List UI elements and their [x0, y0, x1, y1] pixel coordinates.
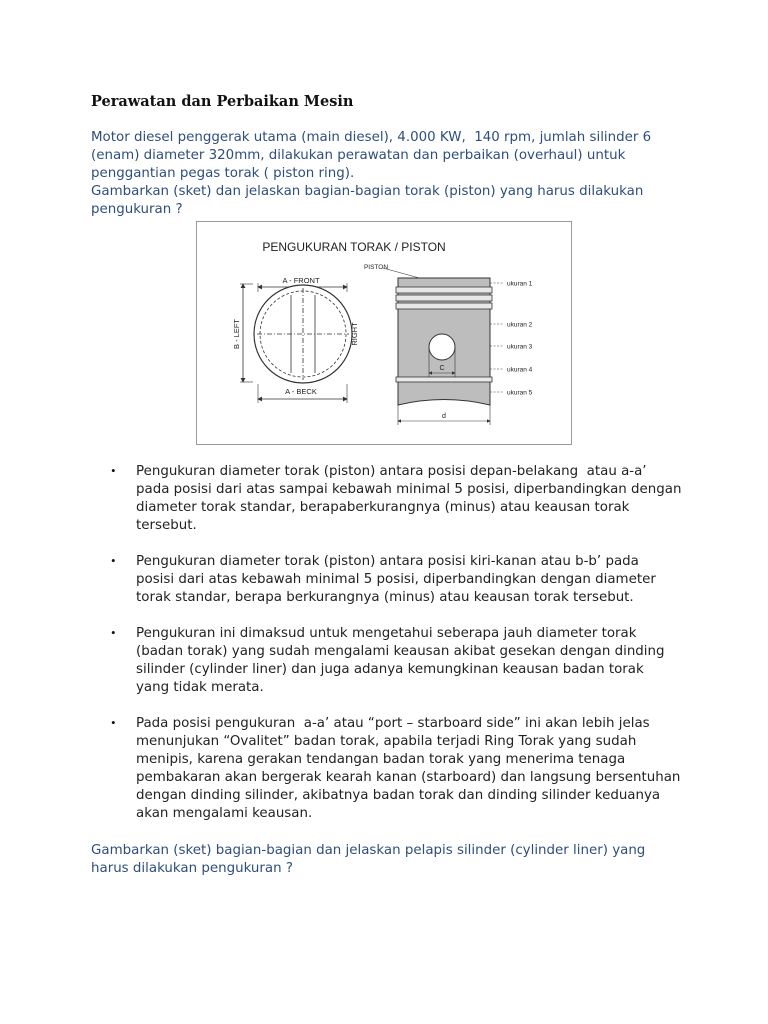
- outro-paragraph: [91, 842, 691, 878]
- intro-line: (enam) diameter 320mm, dilakukan perawatan dan perbaikan (overhaul) untuk: [91, 148, 626, 163]
- measurement-label-2: ukuran 2: [507, 321, 533, 329]
- bullet-marker: •: [111, 625, 116, 640]
- intro-line: Gambarkan (sket) dan jelaskan bagian-bagian torak (piston) yang harus dilakukan: [91, 184, 644, 199]
- measurement-marks: [490, 281, 533, 397]
- list-item-text: Pada posisi pengukuran a-a’ atau “port – starboard side” ini akan lebih jelas menunjukan “Ovalitet” badan torak, apabila terjadi Ring Torak yang sudah menipis, karena gerakan tendangan badan torak yang menerima tenaga pembakaran akan bergerak kearah kanan (starboard) dan langsung bersentuhan dengan dinding silinder, akibatnya badan torak dan dinding silinder keduanya akan mengalami keausan.: [136, 716, 681, 821]
- label-back: A - BECK: [285, 387, 317, 396]
- piston-top-view: [232, 276, 359, 403]
- label-d: d: [442, 413, 446, 420]
- piston-ring-groove: [396, 377, 492, 382]
- list-item: [111, 715, 691, 823]
- piston-side-view: [364, 264, 533, 425]
- bullet-marker: •: [111, 553, 116, 568]
- list-item-text: Pengukuran diameter torak (piston) antara posisi kiri-kanan atau b-b’ pada posisi dari atas kebawah minimal 5 posisi, diperbandingkan dengan diameter torak standar, berapa berkurangnya (minus) atau keausan torak tersebut.: [136, 554, 656, 605]
- measurement-label-5: ukuran 5: [507, 389, 533, 397]
- label-piston: PISTON: [363, 264, 389, 271]
- piston-ring-groove: [396, 287, 492, 293]
- list-item-text: Pengukuran ini dimaksud untuk mengetahui seberapa jauh diameter torak (badan torak) yang sudah mengalami keausan akibat gesekan dengan dinding silinder (cylinder liner) dan juga adanya kemungkinan keausan badan torak yang tidak merata.: [136, 626, 665, 695]
- intro-paragraph: [91, 129, 691, 219]
- piston-ring-groove: [396, 295, 492, 301]
- label-c: C: [439, 365, 445, 372]
- piston-measurement-figure: [196, 221, 572, 445]
- bullet-marker: •: [111, 463, 116, 478]
- list-item-text: Pengukuran diameter torak (piston) antara posisi depan-belakang atau a-a’ pada posisi dari atas sampai kebawah minimal 5 posisi, diperbandingkan dengan diameter torak standar, berapaberkurangnya (minus) atau keausan torak tersebut.: [136, 464, 682, 533]
- measurement-label-4: ukuran 4: [507, 366, 533, 374]
- piston-pin-hole: [429, 334, 455, 360]
- piston-diagram: [197, 222, 571, 444]
- outro-line: Gambarkan (sket) bagian-bagian dan jelaskan pelapis silinder (cylinder liner) yang: [91, 843, 646, 858]
- measurement-label-1: ukuran 1: [507, 280, 533, 288]
- outro-line: harus dilakukan pengukuran ?: [91, 861, 293, 876]
- list-item: [111, 553, 691, 607]
- intro-line: pengukuran ?: [91, 202, 183, 217]
- document-title: Perawatan dan Perbaikan Mesin: [91, 93, 354, 110]
- list-item: [111, 463, 691, 535]
- piston-ring-groove: [396, 303, 492, 309]
- figure-title: PENGUKURAN TORAK / PISTON: [262, 240, 446, 254]
- bullet-list: [111, 463, 691, 823]
- label-left: B - LEFT: [232, 318, 241, 350]
- intro-line: penggantian pegas torak ( piston ring).: [91, 166, 355, 181]
- intro-line: Motor diesel penggerak utama (main diesel), 4.000 KW, 140 rpm, jumlah silinder 6: [91, 130, 652, 145]
- list-item: [111, 625, 691, 697]
- label-right: RIGHT: [350, 322, 359, 346]
- bullet-marker: •: [111, 715, 116, 730]
- measurement-label-3: ukuran 3: [507, 343, 533, 351]
- label-front: A - FRONT: [282, 276, 320, 285]
